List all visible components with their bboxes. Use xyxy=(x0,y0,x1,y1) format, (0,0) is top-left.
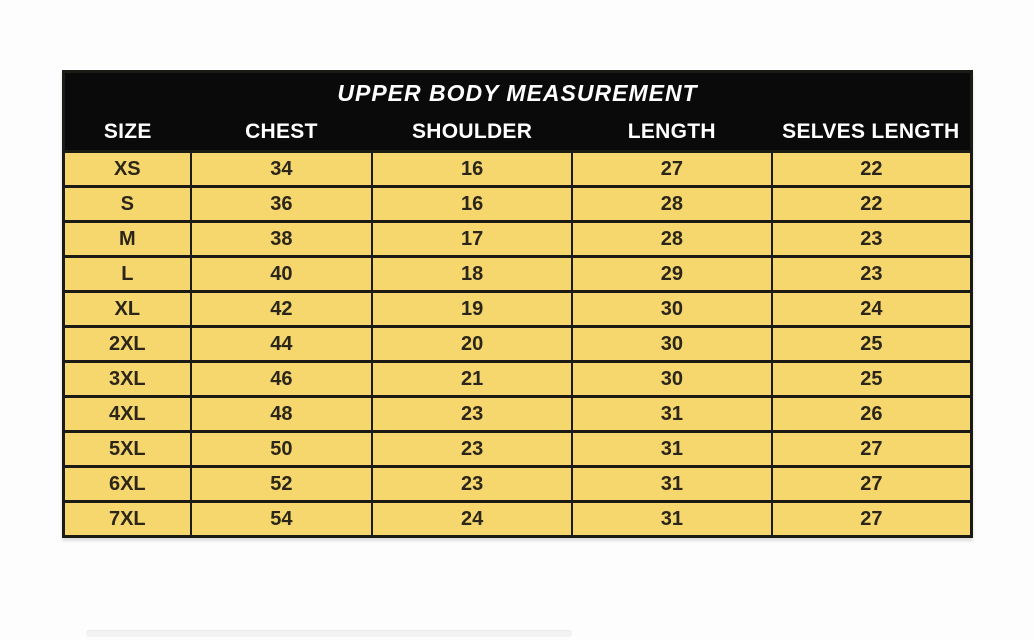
column-header: SIZE xyxy=(64,114,191,152)
value-cell: 36 xyxy=(191,187,373,222)
size-cell: 7XL xyxy=(64,502,191,537)
value-cell: 23 xyxy=(772,257,972,292)
size-cell: 3XL xyxy=(64,362,191,397)
value-cell: 24 xyxy=(772,292,972,327)
value-cell: 28 xyxy=(572,187,772,222)
column-header: LENGTH xyxy=(572,114,772,152)
value-cell: 29 xyxy=(572,257,772,292)
size-cell: XL xyxy=(64,292,191,327)
table-row xyxy=(64,257,972,292)
table-row xyxy=(64,432,972,467)
value-cell: 26 xyxy=(772,397,972,432)
value-cell: 23 xyxy=(372,432,572,467)
value-cell: 52 xyxy=(191,467,373,502)
column-header-row xyxy=(64,114,972,152)
value-cell: 42 xyxy=(191,292,373,327)
value-cell: 30 xyxy=(572,362,772,397)
table-row xyxy=(64,187,972,222)
value-cell: 20 xyxy=(372,327,572,362)
value-cell: 27 xyxy=(772,432,972,467)
value-cell: 27 xyxy=(772,467,972,502)
value-cell: 16 xyxy=(372,187,572,222)
size-cell: M xyxy=(64,222,191,257)
column-header: CHEST xyxy=(191,114,373,152)
value-cell: 23 xyxy=(772,222,972,257)
size-cell: L xyxy=(64,257,191,292)
table-row xyxy=(64,397,972,432)
size-chart xyxy=(62,70,973,538)
table-row xyxy=(64,467,972,502)
table-row xyxy=(64,502,972,537)
value-cell: 38 xyxy=(191,222,373,257)
table-row xyxy=(64,292,972,327)
value-cell: 31 xyxy=(572,467,772,502)
value-cell: 25 xyxy=(772,362,972,397)
value-cell: 23 xyxy=(372,467,572,502)
value-cell: 54 xyxy=(191,502,373,537)
table-body xyxy=(64,152,972,537)
size-cell: 4XL xyxy=(64,397,191,432)
value-cell: 31 xyxy=(572,432,772,467)
column-header: SHOULDER xyxy=(372,114,572,152)
size-cell: 5XL xyxy=(64,432,191,467)
size-cell: XS xyxy=(64,152,191,187)
table-row xyxy=(64,222,972,257)
table-row xyxy=(64,327,972,362)
value-cell: 25 xyxy=(772,327,972,362)
size-cell: S xyxy=(64,187,191,222)
value-cell: 23 xyxy=(372,397,572,432)
value-cell: 18 xyxy=(372,257,572,292)
value-cell: 16 xyxy=(372,152,572,187)
value-cell: 27 xyxy=(572,152,772,187)
column-header: SELVES LENGTH xyxy=(772,114,972,152)
value-cell: 48 xyxy=(191,397,373,432)
value-cell: 31 xyxy=(572,502,772,537)
value-cell: 19 xyxy=(372,292,572,327)
title-row xyxy=(64,72,972,114)
measurement-table xyxy=(62,70,973,538)
size-cell: 2XL xyxy=(64,327,191,362)
value-cell: 24 xyxy=(372,502,572,537)
value-cell: 31 xyxy=(572,397,772,432)
value-cell: 22 xyxy=(772,152,972,187)
value-cell: 40 xyxy=(191,257,373,292)
value-cell: 30 xyxy=(572,327,772,362)
value-cell: 30 xyxy=(572,292,772,327)
size-cell: 6XL xyxy=(64,467,191,502)
value-cell: 50 xyxy=(191,432,373,467)
table-row xyxy=(64,362,972,397)
value-cell: 21 xyxy=(372,362,572,397)
cropped-element-fragment xyxy=(86,630,572,637)
table-row xyxy=(64,152,972,187)
value-cell: 22 xyxy=(772,187,972,222)
value-cell: 46 xyxy=(191,362,373,397)
value-cell: 17 xyxy=(372,222,572,257)
value-cell: 28 xyxy=(572,222,772,257)
value-cell: 34 xyxy=(191,152,373,187)
table-title: UPPER BODY MEASUREMENT xyxy=(64,72,972,114)
value-cell: 27 xyxy=(772,502,972,537)
value-cell: 44 xyxy=(191,327,373,362)
